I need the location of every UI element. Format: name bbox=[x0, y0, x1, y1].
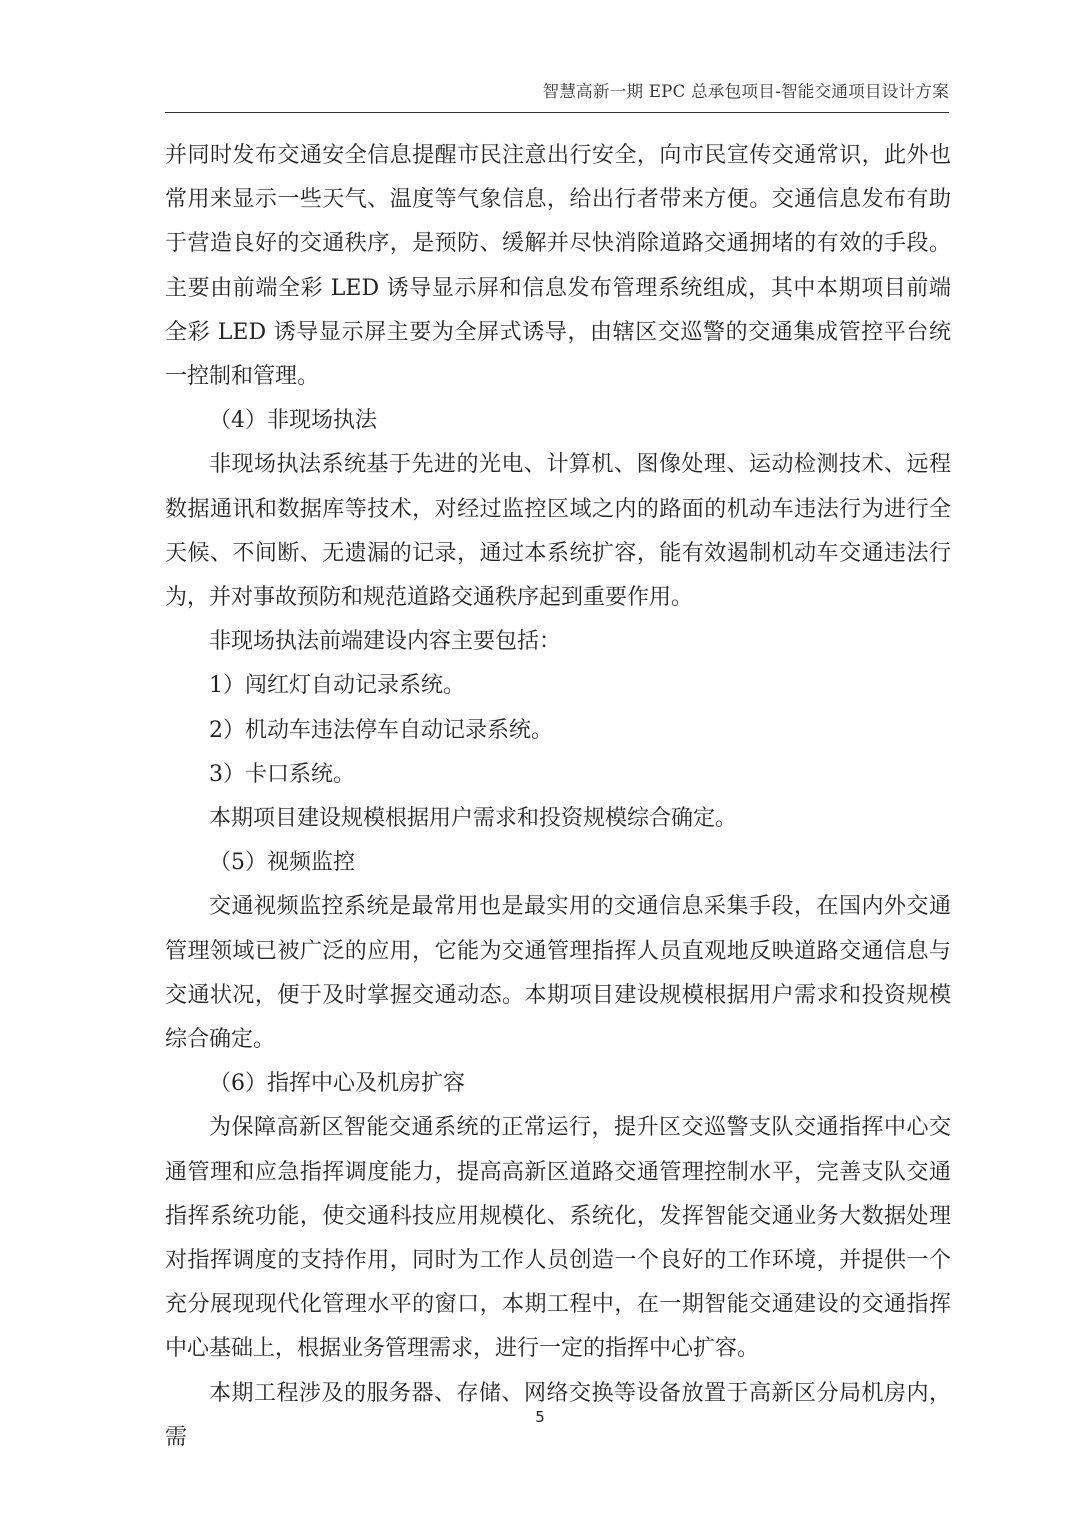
paragraph-video-monitoring: 交通视频监控系统是最常用也是最实用的交通信息采集手段，在国内外交通管理领域已被广泛的应用，它能为交通管理指挥人员直观地反映道路交通信息与交通状况，便于及时掌握交通动态。本期项目建设规模根据用户需求和投资规模综合确定。 bbox=[165, 894, 951, 1053]
paragraph-continuation: 并同时发布交通安全信息提醒市民注意出行安全，向市民宣传交通常识，此外也常用来显示一些天气、温度等气象信息，给出行者带来方便。交通信息发布有助于营造良好的交通秩序，是预防、缓解并尽快消除道路交通拥堵的有效的手段。主要由前端全彩 LED 诱导显示屏和信息发布管理系统组成，其中本期项目前端全彩 LED 诱导显示屏主要为全屏式诱导，由辖区交巡警的交通集成管控平台统一控制和管理。 bbox=[165, 143, 951, 390]
list-item: 1）闯红灯自动记录系统。 bbox=[209, 673, 465, 699]
paragraph-scale: 本期项目建设规模根据用户需求和投资规模综合确定。 bbox=[209, 806, 738, 832]
section-heading-offsite-enforcement: （4）非现场执法 bbox=[209, 408, 377, 434]
section-heading-video-monitoring: （5）视频监控 bbox=[209, 850, 355, 876]
page-header bbox=[165, 72, 949, 113]
paragraph-equipment: 本期工程涉及的服务器、存储、网络交换等设备放置于高新区分局机房内，需 bbox=[165, 1380, 951, 1450]
paragraph-command-center: 为保障高新区智能交通系统的正常运行，提升区交巡警支队交通指挥中心交通管理和应急指挥调度能力，提高高新区道路交通管理控制水平，完善支队交通指挥系统功能，使交通科技应用规模化、系统化，发挥智能交通业务大数据处理对指挥调度的支持作用，同时为工作人员创造一个良好的工作环境，并提供一个充分展现现代化管理水平的窗口，本期工程中，在一期智能交通建设的交通指挥中心基础上，根据业务管理需求，进行一定的指挥中心扩容。 bbox=[165, 1115, 951, 1362]
paragraph-offsite-enforcement: 非现场执法系统基于先进的光电、计算机、图像处理、运动检测技术、远程数据通讯和数据库等技术，对经过监控区域之内的路面的机动车违法行为进行全天候、不间断、无遗漏的记录，通过本系统扩容，能有效遏制机动车交通违法行为，并对事故预防和规范道路交通秩序起到重要作用。 bbox=[165, 452, 951, 611]
document-body bbox=[165, 134, 951, 1460]
header-title: 智慧高新一期 EPC 总承包项目-智能交通项目设计方案 bbox=[542, 82, 949, 101]
list-item: 2）机动车违法停车自动记录系统。 bbox=[209, 717, 553, 743]
list-item: 3）卡口系统。 bbox=[209, 761, 355, 787]
page-number: 5 bbox=[535, 1408, 545, 1426]
section-heading-command-center: （6）指挥中心及机房扩容 bbox=[209, 1071, 465, 1097]
paragraph-frontend-contents: 非现场执法前端建设内容主要包括： bbox=[209, 629, 562, 655]
